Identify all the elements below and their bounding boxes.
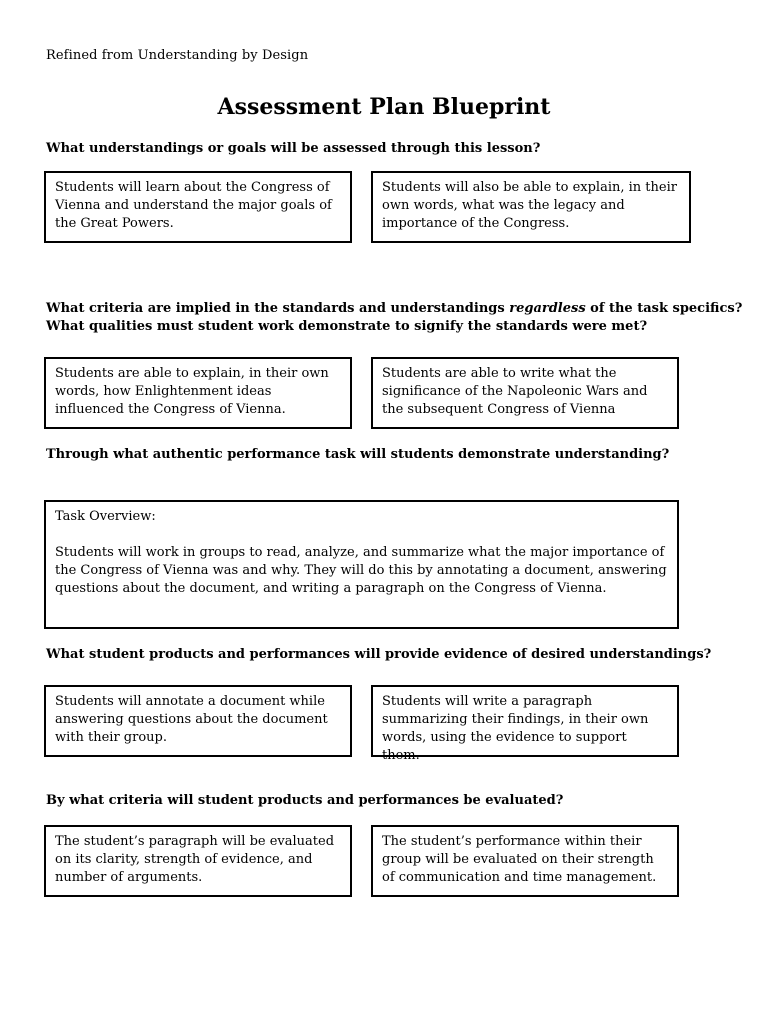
evaluation-box-2: The student’s performance within their group will be evaluated on their strength of communication and time management. [371, 825, 679, 897]
evidence-box-1: Students will annotate a document while answering questions about the document with their group. [44, 685, 352, 757]
evidence-box-2: Students will write a paragraph summarizing their findings, in their own words, using the evidence to support them. [371, 685, 679, 757]
question-criteria-after: of the task specifics? [585, 301, 743, 316]
criteria-box-2: Students are able to write what the significance of the Napoleonic Wars and the subsequent Congress of Vienna [371, 357, 679, 429]
page-title: Assessment Plan Blueprint [217, 94, 551, 120]
question-goals: What understandings or goals will be assessed through this lesson? [46, 141, 541, 156]
header-note: Refined from Understanding by Design [46, 48, 309, 63]
question-evidence: What student products and performances will provide evidence of desired understandings? [46, 647, 712, 662]
question-performance-task: Through what authentic performance task will students demonstrate understanding? [46, 447, 670, 462]
evaluation-box-1: The student’s paragraph will be evaluated on its clarity, strength of evidence, and number of arguments. [44, 825, 352, 897]
goals-box-2: Students will also be able to explain, in their own words, what was the legacy and importance of the Congress. [371, 171, 691, 243]
question-criteria [46, 300, 742, 318]
question-evaluation: By what criteria will student products and performances be evaluated? [46, 793, 564, 808]
question-criteria-before: What criteria are implied in the standards and understandings [46, 301, 510, 316]
goals-box-1: Students will learn about the Congress of Vienna and understand the major goals of the Great Powers. [44, 171, 352, 243]
task-overview-box [44, 500, 679, 629]
question-criteria-emphasis: regardless [509, 301, 586, 316]
question-qualities: What qualities must student work demonstrate to signify the standards were met? [46, 319, 648, 334]
criteria-box-1: Students are able to explain, in their own words, how Enlightenment ideas influenced the Congress of Vienna. [44, 357, 352, 429]
task-overview-heading: Task Overview: [55, 509, 156, 524]
task-overview-body: Students will work in groups to read, analyze, and summarize what the major importance of the Congress of Vienna was and why. They will do this by annotating a document, answering questions about the document, and writing a paragraph on the Congress of Vienna. [55, 545, 667, 596]
